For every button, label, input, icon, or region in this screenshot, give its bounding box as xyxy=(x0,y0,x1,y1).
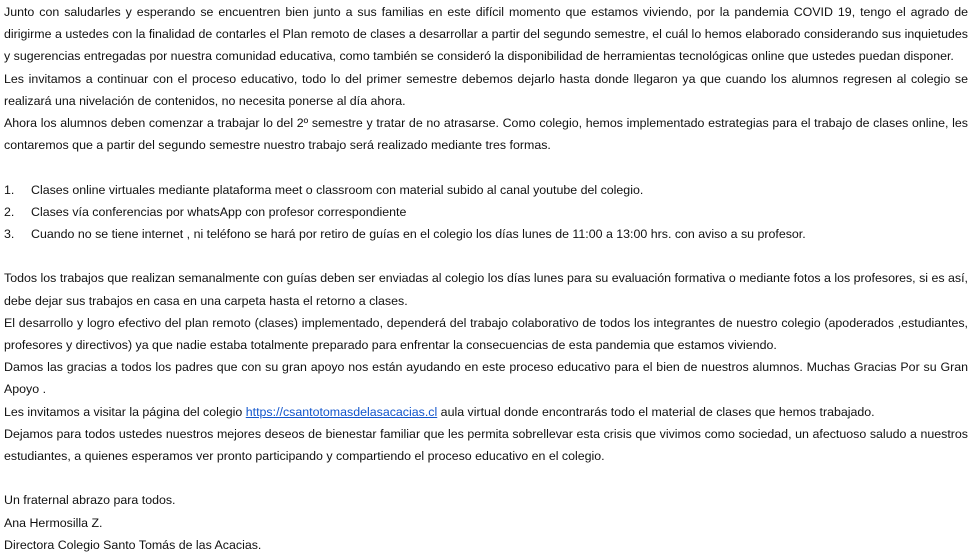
list-item-text: Clases vía conferencias por whatsApp con profesor correspondiente xyxy=(31,204,407,219)
list-item xyxy=(4,223,968,245)
second-semester-paragraph: Ahora los alumnos deben comenzar a trabajar lo del 2º semestre y tratar de no atrasarse. Como colegio, hemos implementado estrategias para el trabajo de clases online, les contaremos que a partir del segundo semestre nuestro trabajo será realizado mediante tres formas. xyxy=(4,116,968,153)
signature-title: Directora Colegio Santo Tomás de las Acacias. xyxy=(4,537,262,552)
blank-line xyxy=(4,245,968,267)
list-item-text: Cuando no se tiene internet , ni teléfono se hará por retiro de guías en el colegio los días lunes de 11:00 a 13:00 hrs. con aviso a su profesor. xyxy=(31,227,806,242)
methods-list xyxy=(4,179,968,246)
visit-paragraph xyxy=(4,401,968,423)
signature-name: Ana Hermosilla Z. xyxy=(4,515,103,530)
list-item-number: 1. xyxy=(4,182,15,197)
list-item-text: Clases online virtuales mediante plataforma meet o classroom con material subido al canal youtube del colegio. xyxy=(31,182,644,197)
plan-paragraph: El desarrollo y logro efectivo del plan remoto (clases) implementado, dependerá del trabajo colaborativo de todos los integrantes de nuestro colegio (apoderados ,estudiantes, profesores y directivos) ya que nadie estaba totalmente preparado para enfrentar la consecuencias de esta pandemia que estamos viviendo. xyxy=(4,315,968,353)
school-website-link[interactable]: https://csantotomasdelasacacias.cl xyxy=(245,404,438,419)
continue-paragraph: Les invitamos a continuar con el proceso educativo, todo lo del primer semestre debemos dejarlo hasta donde llegaron ya que cuando los alumnos regresen al colegio se realizará una nivelación de contenidos, no necesita ponerse al día ahora. xyxy=(4,71,968,108)
guides-paragraph: Todos los trabajos que realizan semanalmente con guías deben ser enviadas al colegio los días lunes para su evaluación formativa o mediante fotos a los profesores, si es así, debe dejar sus trabajos en casa en una carpeta hasta el retorno a clases. xyxy=(4,271,968,308)
wishes-paragraph: Dejamos para todos ustedes nuestros mejores deseos de bienestar familiar que les permita sobrellevar esta crisis que vivimos como sociedad, un afectuoso saludo a nuestros estudiantes, a quienes esperamos ver pronto participando y compartiendo el proceso educativo en el colegio. xyxy=(4,426,968,464)
thanks-paragraph: Damos las gracias a todos los padres que con su gran apoyo nos están ayudando en este proceso educativo para el bien de nuestros alumnos. Muchas Gracias Por su Gran Apoyo . xyxy=(4,360,968,397)
list-item xyxy=(4,201,968,223)
list-item-number: 3. xyxy=(4,227,15,242)
list-item xyxy=(4,179,968,201)
intro-paragraph: Junto con saludarles y esperando se encuentren bien junto a sus familias en este difícil momento que estamos viviendo, por la pandemia COVID 19, tengo el agrado de dirigirme a ustedes con la finalidad de contarles el Plan remoto de clases a desarrollar a partir del segundo semestre, el cuál lo hemos elaborado considerando sus inquietudes y sugerencias entregadas por nuestra comunidad educativa, como también se consideró la disponibilidad de herramientas tecnológicas online que ustedes puedan disponer. xyxy=(4,5,968,64)
blank-line xyxy=(4,156,968,178)
blank-line xyxy=(4,467,968,489)
list-item-number: 2. xyxy=(4,204,15,219)
visit-text-after: aula virtual donde encontrarás todo el material de clases que hemos trabajado. xyxy=(437,404,875,419)
closing-line: Un fraternal abrazo para todos. xyxy=(4,493,176,508)
visit-text-before: Les invitamos a visitar la página del colegio xyxy=(4,404,246,419)
